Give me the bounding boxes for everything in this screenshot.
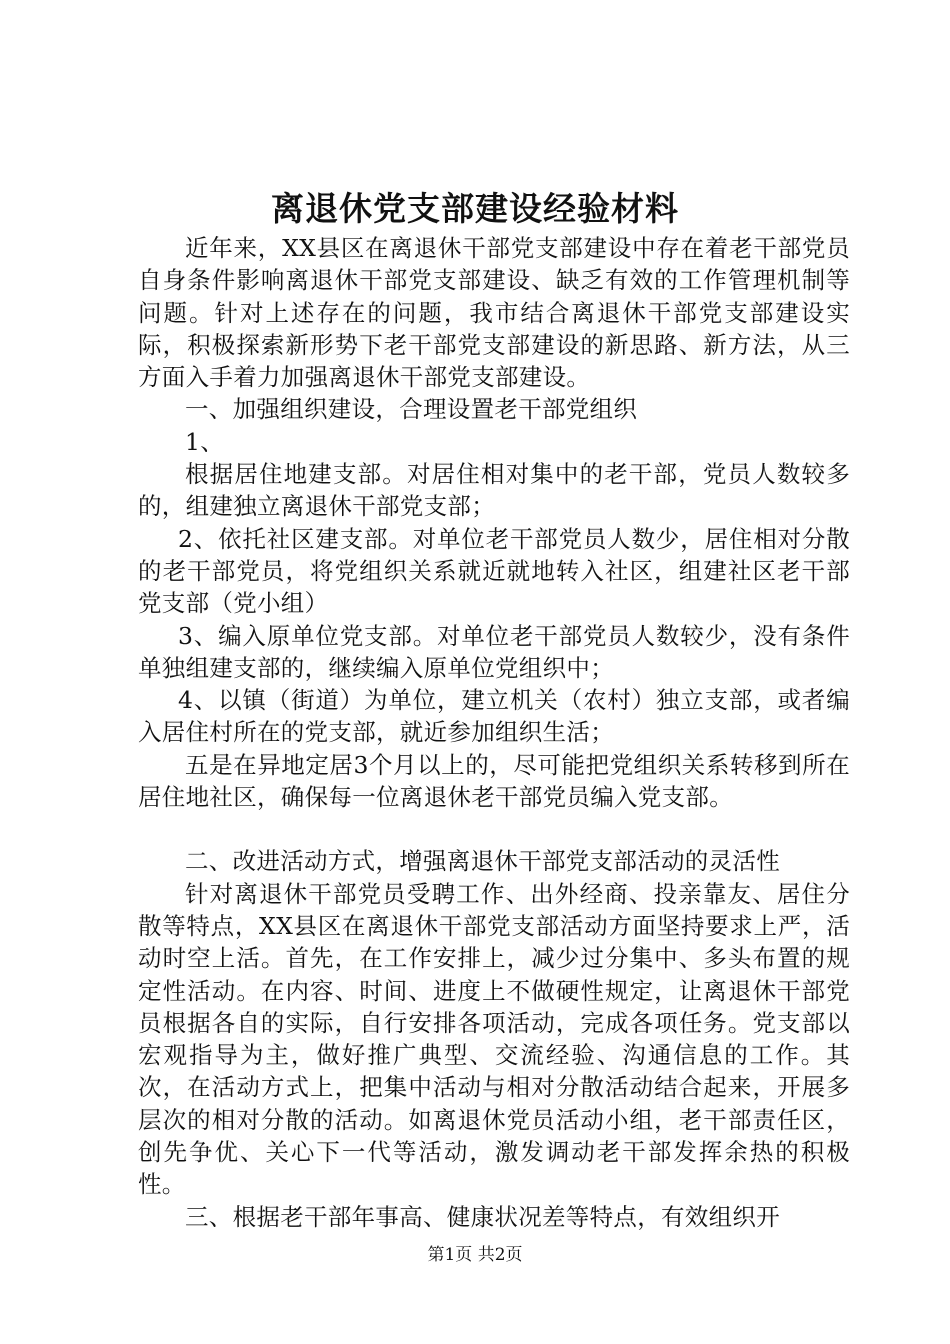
list-item-4: 4、以镇（街道）为单位，建立机关（农村）独立支部，或者编入居住村所在的党支部，就近参加组织生活； <box>138 686 850 747</box>
document-body <box>138 232 850 1233</box>
list-item-3: 3、编入原单位党支部。对单位老干部党员人数较少，没有条件单独组建支部的，继续编入原单位党组织中； <box>138 621 850 682</box>
document-title: 离退休党支部建设经验材料 <box>271 189 679 228</box>
list-item-1: 根据居住地建支部。对居住相对集中的老干部，党员人数较多的，组建独立离退休干部党支部； <box>138 460 850 521</box>
list-item-5: 五是在异地定居3个月以上的，尽可能把党组织关系转移到所在居住地社区，确保每一位离退休老干部党员编入党支部。 <box>138 750 850 812</box>
paragraph-intro: 近年来，XX县区在离退休干部党支部建设中存在着老干部党员自身条件影响离退休干部党支部建设、缺乏有效的工作管理机制等问题。针对上述存在的问题，我市结合离退休干部党支部建设实际，积极探索新形势下老干部党支部建设的新思路、新方法，从三方面入手着力加强离退休干部党支部建设。 <box>138 234 850 392</box>
page-number: 第1页 共2页 <box>427 1245 523 1265</box>
section-heading-3: 三、根据老干部年事高、健康状况差等特点，有效组织开 <box>185 1202 780 1231</box>
list-number-1: 1、 <box>185 427 225 456</box>
list-item-2: 2、依托社区建支部。对单位老干部党员人数少，居住相对分散的老干部党员，将党组织关系就近就地转入社区，组建社区老干部党支部（党小组） <box>138 524 850 618</box>
section-heading-1: 一、加强组织建设，合理设置老干部党组织 <box>185 395 638 424</box>
section-heading-2: 二、改进活动方式，增强离退休干部党支部活动的灵活性 <box>185 847 780 876</box>
paragraph-section-2: 针对离退休干部党员受聘工作、出外经商、投亲靠友、居住分散等特点，XX县区在离退休干部党支部活动方面坚持要求上严，活动时空上活。首先，在工作安排上，减少过分集中、多头布置的规定性活动。在内容、时间、进度上不做硬性规定，让离退休干部党员根据各自的实际，自行安排各项活动，完成各项任务。党支部以宏观指导为主，做好推广典型、交流经验、沟通信息的工作。其次，在活动方式上，把集中活动与相对分散活动结合起来，开展多层次的相对分散的活动。如离退休党员活动小组，老干部责任区，创先争优、关心下一代等活动，激发调动老干部发挥余热的积极性。 <box>138 879 850 1199</box>
